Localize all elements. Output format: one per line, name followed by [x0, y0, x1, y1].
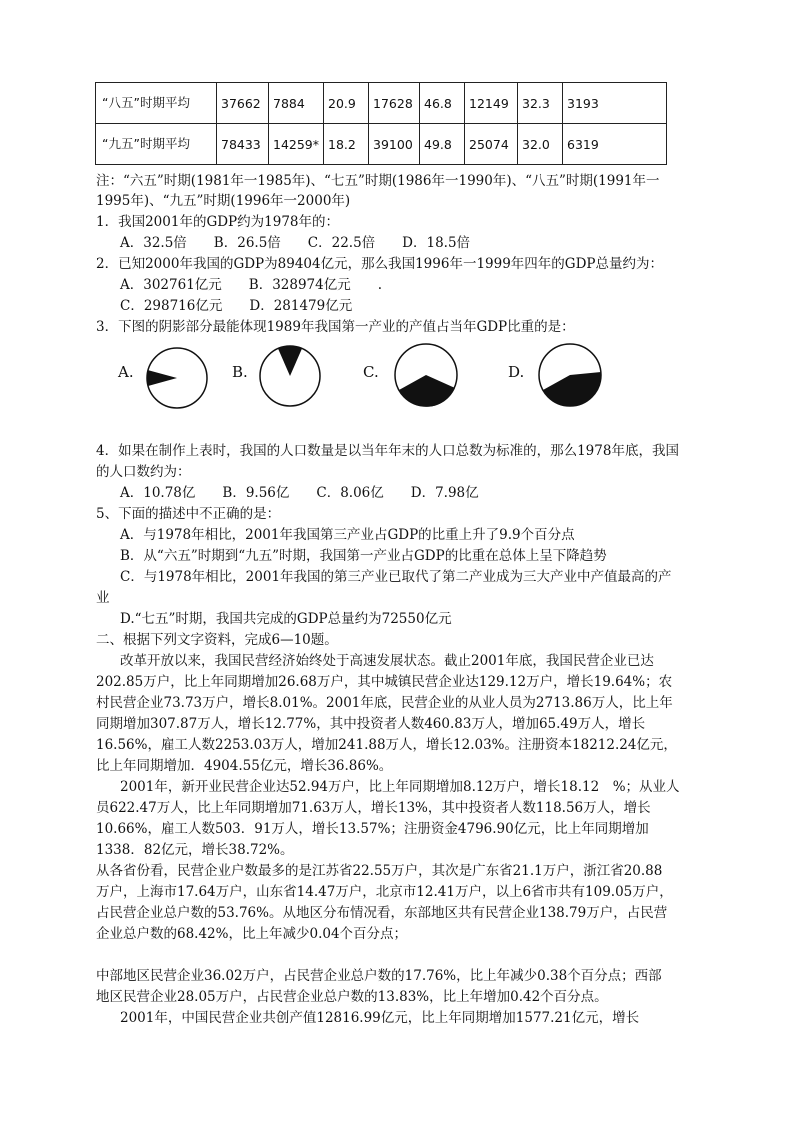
pie-b-label: B. — [232, 363, 248, 381]
note-line-1: 注：“六五”时期(1981年一1985年)、“七五”时期(1986年一1990年)、“八五”时期(1991年一 — [96, 173, 660, 189]
table-cell: 32.3 — [518, 83, 563, 124]
note-line-2: 1995年)、“九五”时期(1996年一2000年) — [96, 193, 351, 209]
question-5-option-c: C．与1978年相比，2001年我国的第三产业已取代了第二产业成为三大产业中产值最高的产 — [120, 569, 672, 585]
table-cell: “八五”时期平均 — [96, 83, 217, 124]
paragraph-1-line: 16.56%，雇工人数2253.03万人，增加241.88万人，增长12.03%。注册资本18212.24亿元， — [96, 737, 677, 753]
table-cell: 37662 — [217, 83, 269, 124]
question-5-stem: 5、下面的描述中不正确的是： — [96, 506, 281, 522]
table-cell: 12149 — [465, 83, 518, 124]
question-4-options: A．10.78亿 B．9.56亿 C．8.06亿 D．7.98亿 — [120, 485, 479, 501]
question-5-option-a: A．与1978年相比，2001年我国第三产业占GDP的比重上升了9.9个百分点 — [120, 527, 575, 543]
paragraph-1-line: 202.85万户，比上年同期增加26.68万户，其中城镇民营企业达129.12万户，增长19.64%；农 — [96, 674, 673, 690]
question-2-stem: 2．已知2000年我国的GDP为89404亿元，那么我国1996年一1999年四年的GDP总量约为： — [96, 256, 663, 272]
paragraph-2-line: 员622.47万人，比上年同期增加71.63万人，增长13%，其中投资者人数118.56万人，增长 — [96, 800, 651, 816]
paragraph-3-line: 占民营企业总户数的53.76%。从地区分布情况看，东部地区共有民营企业138.79万户，占民营 — [96, 905, 668, 921]
question-4-stem-line-1: 4．如果在制作上表时，我国的人口数量是以当年年末的人口总数为标准的，那么1978年底，我国 — [96, 443, 679, 459]
table-cell: 25074 — [465, 124, 518, 165]
paragraph-3-line: 万户，上海市17.64万户，山东省14.47万户，北京市12.41万户，以上6省市共有109.05万户， — [96, 884, 673, 900]
table-cell: “九五”时期平均 — [96, 124, 217, 165]
table-cell: 46.8 — [420, 83, 465, 124]
paragraph-2-line: 2001年，新开业民营企业达52.94万户，比上年同期增加8.12万户，增长18.12 %；从业人 — [120, 779, 680, 795]
table-cell: 39100 — [369, 124, 420, 165]
table-row — [96, 124, 667, 165]
table-cell: 7884 — [269, 83, 324, 124]
pie-d-label: D. — [508, 363, 525, 381]
table-cell: 78433 — [217, 124, 269, 165]
table-cell: 6319 — [563, 124, 667, 165]
question-5-option-b: B．从“六五”时期到“九五”时期，我国第一产业占GDP的比重在总体上呈下降趋势 — [120, 548, 607, 564]
paragraph-2-line: 1338．82亿元，增长38.72%。 — [96, 842, 294, 858]
pie-b-icon — [258, 344, 322, 408]
table-cell: 17628 — [369, 83, 420, 124]
paragraph-1-line: 村民营企业73.73万户，增长8.01%。2001年底，民营企业的从业人员为2713.86万人，比上年 — [96, 695, 673, 711]
table-cell: 32.0 — [518, 124, 563, 165]
question-5-option-c-cont: 业 — [96, 590, 110, 606]
question-3-stem: 3．下图的阴影部分最能体现1989年我国第一产业的产值占当年GDP比重的是： — [96, 319, 575, 335]
table-cell: 3193 — [563, 83, 667, 124]
question-1-options: A．32.5倍 B．26.5倍 C．22.5倍 D．18.5倍 — [120, 235, 471, 251]
paragraph-3-line: 企业总户数的68.42%，比上年减少0.04个百分点； — [96, 926, 408, 942]
pie-d-icon — [537, 342, 603, 408]
paragraph-3-line: 从各省份看，民营企业户数最多的是江苏省22.55万户，其次是广东省21.1万户，浙江省20.88 — [96, 863, 663, 879]
question-4-stem-line-2: 的人口数约为： — [96, 464, 191, 480]
table-cell: 14259* — [269, 124, 324, 165]
table-cell: 49.8 — [420, 124, 465, 165]
paragraph-4-line: 地区民营企业28.05万户，占民营企业总户数的13.83%，比上年增加0.42个百分点。 — [96, 989, 608, 1005]
table-row — [96, 83, 667, 124]
gdp-table — [95, 82, 667, 165]
section-2-title: 二、根据下列文字资料，完成6—10题。 — [96, 632, 338, 648]
table-cell: 20.9 — [324, 83, 369, 124]
table-cell: 18.2 — [324, 124, 369, 165]
paragraph-4-line: 中部地区民营企业36.02万户，占民营企业总户数的17.76%，比上年减少0.38个百分点；西部 — [96, 968, 662, 984]
question-2-options-row-2: C．298716亿元 D．281479亿元 — [120, 298, 353, 314]
question-1-stem: 1．我国2001年的GDP约为1978年的： — [96, 214, 339, 230]
pie-c-label: C. — [363, 363, 379, 381]
paragraph-1-line: 改革开放以来，我国民营经济始终处于高速发展状态。截止2001年底，我国民营企业已达 — [120, 653, 654, 669]
paragraph-1-line: 同期增加307.87万人，增长12.77%，其中投资者人数460.83万人，增加65.49万人，增长 — [96, 716, 646, 732]
paragraph-5-line: 2001年，中国民营企业共创产值12816.99亿元，比上年同期增加1577.21亿元，增长 — [120, 1010, 640, 1026]
pie-a-icon — [145, 346, 209, 410]
paragraph-1-line: 比上年同期增加．4904.55亿元，增长36.86%。 — [96, 758, 393, 774]
question-5-option-d: D.“七五”时期，我国共完成的GDP总量约为72550亿元 — [120, 611, 452, 627]
question-2-options-row-1: A．302761亿元 B．328974亿元 . — [120, 277, 383, 293]
pie-c-icon — [393, 342, 459, 408]
pie-a-label: A. — [118, 363, 134, 381]
paragraph-2-line: 10.66%，雇工人数503．91万人，增长13.57%；注册资金4796.90亿元，比上年同期增加 — [96, 821, 649, 837]
